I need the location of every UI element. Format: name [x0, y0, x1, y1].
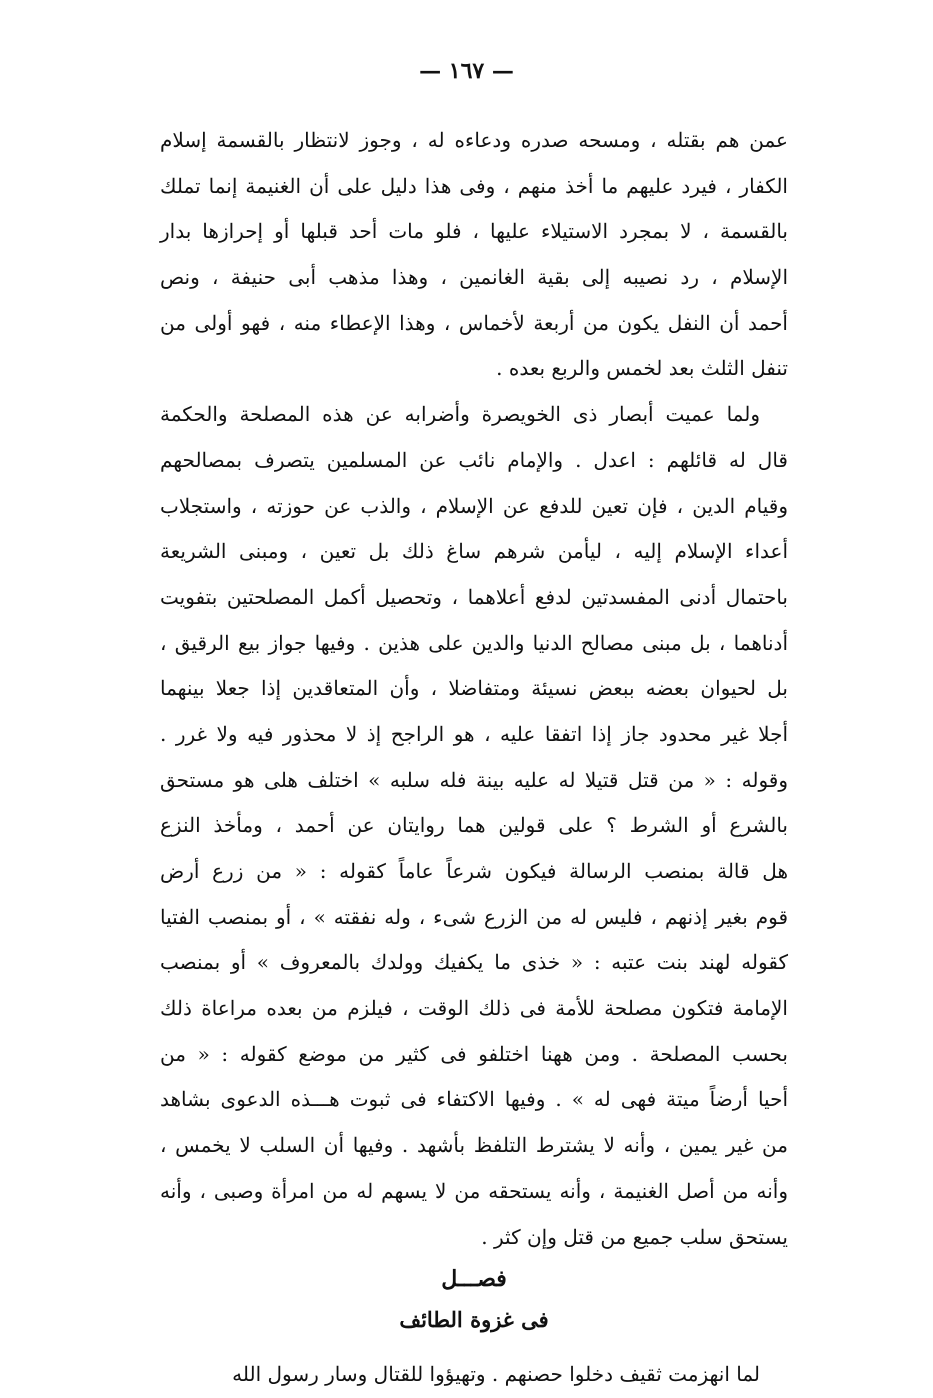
text-line: أحيا أرضاً ميتة فهى له » . وفيها الاكتفاء فى ثبوت هـــذه الدعوى بشاهد — [160, 1087, 788, 1112]
text-line: قوم بغير إذنهم ، فليس له من الزرع شىء ، وله نفقته » ، أو بمنصب الفتيا — [160, 904, 788, 929]
text-line: بل لحيوان بعضه ببعض نسيئة ومتفاضلا ، وأن المتعاقدين إذا جعلا بينهما — [160, 676, 788, 701]
text-line: ولما عميت أبصار ذى الخويصرة وأضرابه عن هذه المصلحة والحكمة — [160, 402, 760, 427]
text-line: أحمد أن النفل يكون من أربعة لأخماس ، وهذا الإعطاء منه ، فهو أولى من — [160, 310, 788, 335]
section-subheading: فى غزوة الطائف — [399, 1307, 549, 1333]
paragraph-1 — [160, 118, 788, 392]
paragraph-3 — [160, 758, 788, 1261]
text-line: من غير يمين ، وأنه لا يشترط التلفظ بأشهد . وفيها أن السلب لا يخمس ، — [160, 1133, 788, 1158]
text-line: الإسلام ، رد نصيبه إلى بقية الغانمين ، وهذا مذهب أبى حنيفة ، ونص — [160, 265, 788, 290]
text-line: أدناهما ، بل مبنى مصالح الدنيا والدين على هذين . وفيها جواز بيع الرقيق ، — [160, 630, 788, 655]
text-line: عمن هم بقتله ، ومسحه صدره ودعاءه له ، وجوز لانتظار بالقسمة إسلام — [160, 128, 788, 152]
text-line: أجلا غير محدود جاز إذا اتفقا عليه ، هو الراجح إذ لا محذور فيه ولا غرر . — [160, 721, 788, 746]
paragraph-2 — [160, 392, 788, 758]
text-line: يستحق سلب جميع من قتل وإن كثر . — [481, 1224, 788, 1249]
text-line: وأنه من أصل الغنيمة ، وأنه يستحقه من لا يسهم له من امرأة وصبى ، وأنه — [160, 1178, 788, 1203]
body-text — [160, 118, 788, 1398]
section-heading: فصـــل — [441, 1266, 507, 1293]
page-number: — ١٦٧ — — [419, 58, 514, 84]
text-line: بالقسمة ، لا بمجرد الاستيلاء عليها ، فلو مات أحد قبلها أو إحرازها بدار — [160, 219, 788, 244]
text-line: باحتمال أدنى المفسدتين لدفع أعلاهما ، وتحصيل أكمل المصلحتين بتفويت — [160, 584, 788, 609]
text-line: أعداء الإسلام إليه ، ليأمن شرهم ساغ ذلك بل تعين ، ومبنى الشريعة — [160, 539, 788, 564]
text-line: كقوله لهند بنت عتبه : « خذى ما يكفيك وولدك بالمعروف » أو بمنصب — [160, 950, 788, 975]
text-line: بالشرع أو الشرط ؟ على قولين هما روايتان عن أحمد ، ومأخذ النزع — [160, 813, 788, 838]
text-line: وقيام الدين ، فإن تعين للدفع عن الإسلام ، والذب عن حوزته ، واستجلاب — [160, 493, 788, 518]
text-line: هل قالة بمنصب الرسالة فيكون شرعاً عاماً كقوله : « من زرع أرض — [160, 859, 788, 883]
text-line: الكفار ، فيرد عليهم ما أخذ منهم ، وفى هذا دليل على أن الغنيمة إنما تملك — [160, 173, 788, 198]
text-line: تنفل الثلث بعد لخمس والربع بعده . — [496, 356, 788, 381]
text-line: قال له قائلهم : اعدل . والإمام نائب عن المسلمين يتصرف بمصالحهم — [160, 447, 788, 472]
text-line: لما انهزمت ثقيف دخلوا حصنهم . وتهيؤوا للقتال وسار رسول الله — [232, 1362, 760, 1387]
text-line: وقوله : « من قتل قتيلا له عليه بينة فله سلبه » اختلف هلى هو مستحق — [160, 767, 788, 792]
text-line: الإمامة فتكون مصلحة للأمة فى ذلك الوقت ، فيلزم من بعده مراعاة ذلك — [160, 996, 788, 1021]
text-line: بحسب المصلحة . ومن ههنا اختلفو فى كثير من موضع كقوله : « من — [160, 1041, 788, 1066]
